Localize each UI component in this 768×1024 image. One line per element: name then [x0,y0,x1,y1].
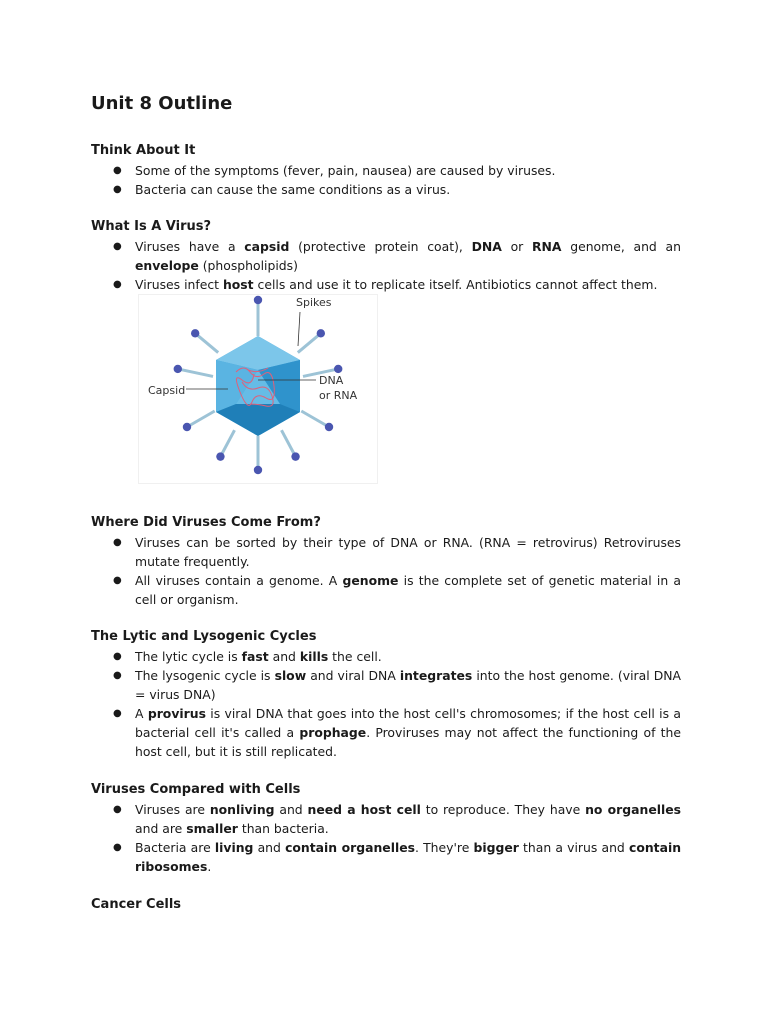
section-heading: The Lytic and Lysogenic Cycles [91,629,317,644]
section-heading: What Is A Virus? [91,219,212,234]
bold-term: genome [342,573,399,588]
section-heading: Viruses Compared with Cells [91,782,301,797]
bullet-text: Viruses can be sorted by their type of DNA or RNA. (RNA = retrovirus) Retroviruses mutate frequently. [135,535,681,569]
bullet-text: and viral DNA [306,668,400,683]
bold-term: smaller [186,821,238,836]
bold-term: no organelles [585,802,681,817]
bullet-text: . [207,859,212,874]
spike-knob [174,365,182,373]
spike-stem [301,411,329,427]
bullet-list [111,161,681,199]
bold-term: contain organelles [285,840,415,855]
bold-term: living [214,840,254,855]
spike-stem [195,333,218,352]
bullet-text: is the complete set of genetic material in a cell or organism. [135,573,681,607]
spike-knob [334,365,342,373]
section-heading: Think About It [91,143,196,158]
spike-knob [254,466,262,474]
bullet-list [111,647,681,761]
bullet-text: Bacteria are [135,840,215,855]
section-heading: Cancer Cells [91,897,182,912]
virus-diagram [138,294,378,484]
bullet-text: Bacteria can cause the same conditions as a virus. [135,182,451,197]
spikes-label: Spikes [296,296,332,309]
spike-stem [298,333,321,352]
spike-stem [178,369,213,376]
bullet-text: into the host genome. (viral DNA = virus DNA) [135,668,681,702]
bullet-item [111,838,681,876]
bullet-text: than a virus and [518,840,629,855]
bullet-item [111,800,681,838]
spike-knob [325,423,333,431]
bold-term: DNA [471,239,502,254]
bullet-item [111,275,681,294]
bold-term: prophage [299,725,367,740]
bold-term: RNA [531,239,562,254]
bullet-item [111,666,681,704]
dna-label-line1: DNA [319,374,344,387]
section-heading: Where Did Viruses Come From? [91,515,321,530]
bullet-item [111,161,681,180]
bullet-text: Viruses infect [135,277,223,292]
spike-knob [183,423,191,431]
bold-term: bigger [473,840,519,855]
spike-stem [187,411,215,427]
bullet-item [111,647,681,666]
bullet-text: Viruses are [135,802,210,817]
bullet-text: to reproduce. They have [420,802,586,817]
bold-term: contain ribosomes [135,840,682,874]
bullet-item [111,533,681,571]
bullet-text: All viruses contain a genome. A [135,573,343,588]
capsid-label: Capsid [148,384,186,397]
bold-term: fast [241,649,269,664]
bullet-text: The lytic cycle is [135,649,242,664]
spike-knob [291,452,299,460]
bullet-text: than bacteria. [237,821,329,836]
bullet-text: or [501,239,532,254]
spike-knob [191,329,199,337]
bold-term: integrates [399,668,473,683]
bullet-text: the cell. [328,649,382,664]
spike-knob [317,329,325,337]
bullet-text: . They're [415,840,474,855]
bold-term: nonliving [209,802,275,817]
bullet-text: and [253,840,286,855]
bullet-text: genome, and an [561,239,681,254]
bullet-item [111,180,681,199]
bullet-item [111,237,681,275]
bullet-text: A [135,706,148,721]
bullet-text: cells and use it to replicate itself. Antibiotics cannot affect them. [253,277,658,292]
dna-label-line2: or RNA [319,389,358,402]
bullet-text: . Proviruses may not affect the functioning of the host cell, but it is still replicated. [135,725,682,759]
bullet-text: and [274,802,308,817]
bullet-text: Some of the symptoms (fever, pain, nausea) are caused by viruses. [135,163,556,178]
spike-stem [220,430,234,456]
spike-knob [254,296,262,304]
bold-term: kills [299,649,329,664]
bold-term: capsid [244,239,290,254]
bold-term: need a host cell [307,802,421,817]
bullet-text: (protective protein coat), [289,239,472,254]
bullet-list [111,237,681,294]
spikes-leader-line [298,312,300,346]
bold-term: envelope [135,258,199,273]
bold-term: slow [274,668,307,683]
bullet-text: and are [135,821,187,836]
bullet-list [111,533,681,609]
bullet-text: and [268,649,300,664]
bullet-item [111,704,681,761]
spike-knob [216,452,224,460]
bold-term: provirus [147,706,206,721]
bullet-text: The lysogenic cycle is [135,668,275,683]
bullet-item [111,571,681,609]
bullet-text: is viral DNA that goes into the host cell's chromosomes; if the host cell is a bacterial cell it's called a [135,706,681,740]
bullet-text: Viruses have a [135,239,245,254]
bullet-list [111,800,681,876]
bold-term: host [222,277,254,292]
capsid-bottom-face [216,404,300,436]
page-title: Unit 8 Outline [91,93,233,114]
spike-stem [281,430,295,456]
bullet-text: (phospholipids) [198,258,298,273]
